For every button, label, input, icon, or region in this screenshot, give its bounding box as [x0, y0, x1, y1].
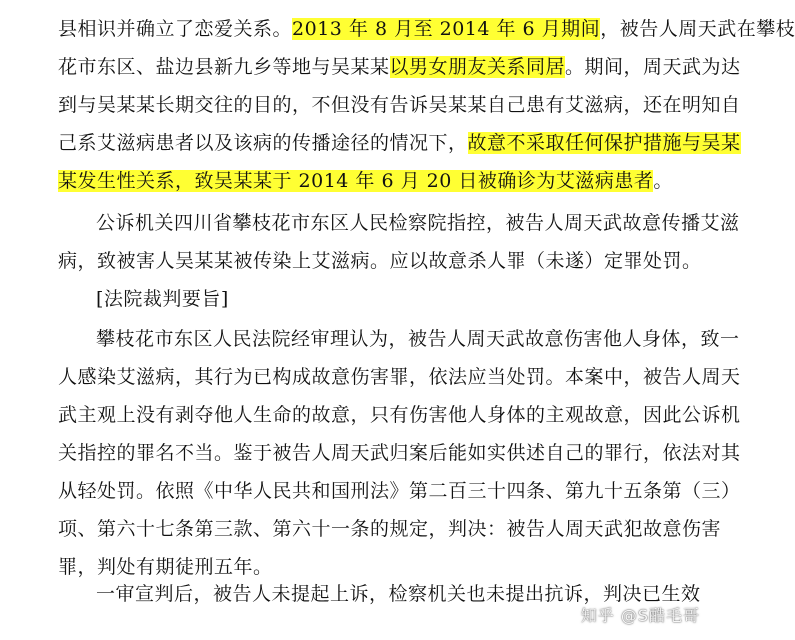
text-line: [58, 10, 795, 48]
text-line: 人感染艾滋病，其行为已构成故意伤害罪，依法应当处罚。本案中，被告人周天: [58, 366, 741, 388]
text-line: [58, 48, 741, 86]
section-heading: [法院裁判要旨]: [96, 288, 229, 310]
text-line: 罪，判处有期徒刑五年。: [58, 556, 273, 578]
paragraph-judgment: [58, 320, 741, 586]
text-span: 。: [653, 170, 673, 192]
watermark-logo: 知乎 @S酷毛哥: [580, 606, 700, 625]
highlighted-text: 故意不采取任何保护措施与吴某: [467, 132, 741, 154]
text-line: [58, 124, 741, 162]
text-line: 到与吴某某长期交往的目的，不但没有告诉吴某某自己患有艾滋病，还在明知自: [58, 94, 741, 116]
text-line: 关指控的罪名不当。鉴于被告人周天武归案后能如实供述自己的罪行，依法对其: [58, 442, 741, 464]
paragraph-prosecution: [58, 204, 740, 280]
text-line: [58, 162, 673, 200]
text-line: 武主观上没有剥夺他人生命的故意，只有伤害他人身体的主观故意，因此公诉机: [58, 404, 741, 426]
paragraph-facts: [58, 10, 795, 200]
text-span: ，被告人周天武在攀枝: [600, 18, 795, 40]
highlighted-text: 2013 年 8 月至 2014 年 6 月期间: [292, 18, 601, 40]
text-line: 从轻处罚。依照《中华人民共和国刑法》第二百三十四条、第九十五条第（三）: [58, 480, 741, 502]
text-span: 。期间，周天武为达: [565, 56, 741, 78]
text-span: 己系艾滋病患者以及该病的传播途径的情况下，: [58, 132, 468, 154]
text-line: 一审宣判后，被告人未提起上诉，检察机关也未提出抗诉，判决已生效: [96, 583, 701, 605]
text-span: 花市东区、盐边县新九乡等地与吴某某: [58, 56, 390, 78]
text-line: 病，致被害人吴某某被传染上艾滋病。应以故意杀人罪（未遂）定罪处罚。: [58, 250, 702, 272]
highlighted-text: 以男女朋友关系同居: [389, 56, 566, 78]
highlighted-text: 某发生性关系，致吴某某于 2014 年 6 月 20 日被确诊为艾滋病患者: [58, 170, 654, 192]
text-line: 项、第六十七条第三款、第六十一条的规定，判决：被告人周天武犯故意伤害: [58, 518, 722, 540]
text-line: 公诉机关四川省攀枝花市东区人民检察院指控，被告人周天武故意传播艾滋: [96, 212, 740, 234]
text-span: 县相识并确立了恋爱关系。: [58, 18, 293, 40]
text-line: 攀枝花市东区人民法院经审理认为，被告人周天武故意伤害他人身体，致一: [96, 328, 740, 350]
paragraph-outcome: [58, 575, 701, 613]
